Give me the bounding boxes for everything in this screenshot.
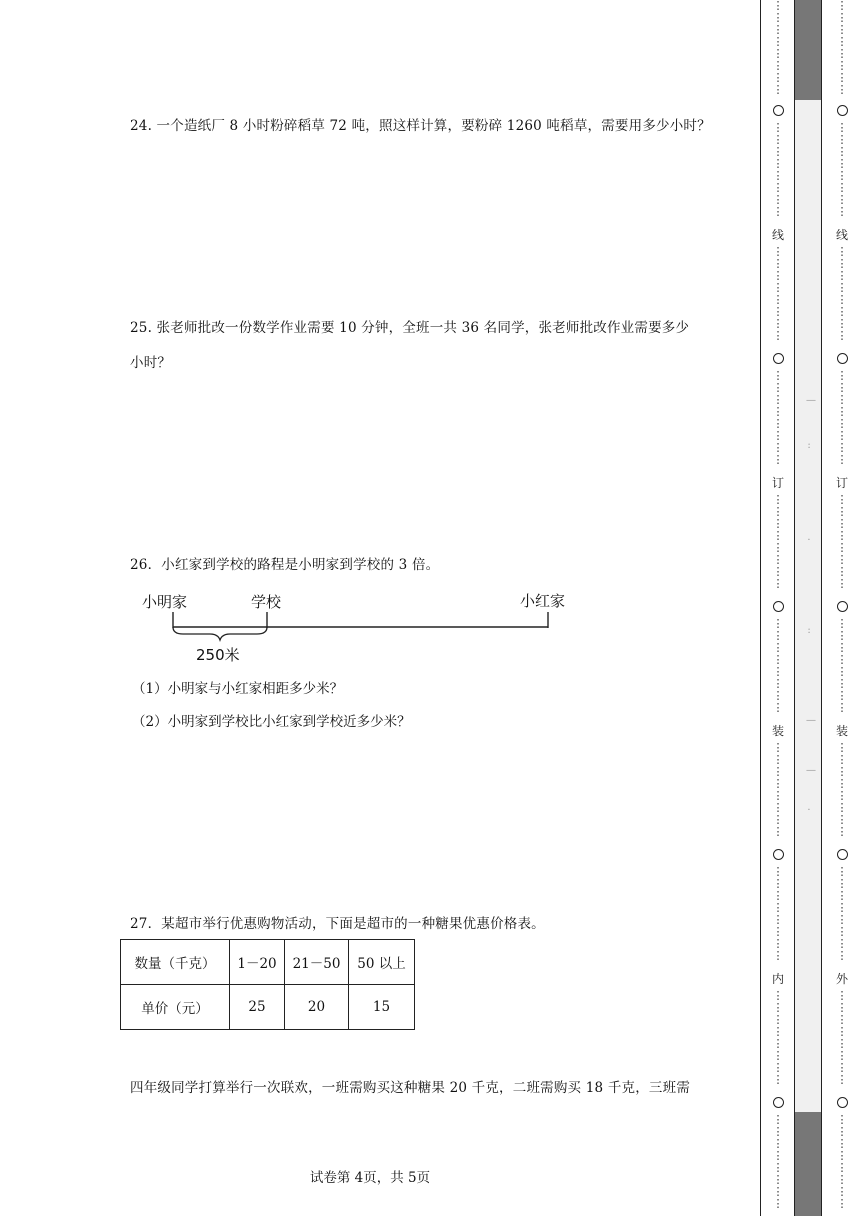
dot-glyph: ⋮	[772, 901, 784, 914]
dot-glyph: ⋮	[836, 665, 848, 678]
question-25-cont: 小时？	[130, 355, 172, 371]
dot-glyph: ⋮	[772, 1025, 784, 1038]
dot-glyph: ⋮	[836, 157, 848, 170]
dot-segment	[771, 494, 785, 594]
inner-mark-line: 线	[771, 228, 784, 242]
dot-glyph: ⋮	[836, 1173, 848, 1186]
dot-glyph: ⋮	[836, 913, 848, 926]
dot-segment	[771, 1114, 785, 1214]
dot-glyph: ⋮	[836, 1061, 848, 1074]
dot-glyph: ⋮	[772, 801, 784, 814]
dot-glyph: ⋮	[836, 901, 848, 914]
dot-glyph: ⋮	[836, 381, 848, 394]
dot-glyph: ⋮	[836, 0, 848, 12]
faint-mark: :	[807, 440, 811, 451]
dot-glyph: ⋮	[772, 429, 784, 442]
dot-glyph: ⋮	[772, 121, 784, 134]
dot-glyph: ⋮	[772, 1161, 784, 1174]
outer-mark-zhuang: 装	[835, 724, 848, 738]
dot-glyph: ⋮	[836, 689, 848, 702]
dot-glyph: ⋮	[836, 493, 848, 506]
dot-glyph: ⋮	[836, 1113, 848, 1126]
dot-glyph: ⋮	[772, 305, 784, 318]
gray-band-top	[795, 0, 821, 100]
dot-glyph: ⋮	[836, 813, 848, 826]
dot-glyph: ⋮	[772, 517, 784, 530]
dot-glyph: ⋮	[772, 1125, 784, 1138]
dot-glyph: ⋮	[772, 777, 784, 790]
dot-glyph: ⋮	[772, 677, 784, 690]
gray-band-bottom	[795, 1112, 821, 1216]
dot-glyph: ⋮	[772, 1173, 784, 1186]
table-cell: 50 以上	[349, 940, 415, 985]
dot-glyph: ⋮	[772, 35, 784, 48]
inner-mark-ding: 订	[771, 476, 784, 490]
dot-segment	[835, 0, 849, 96]
dot-glyph: ⋮	[772, 937, 784, 950]
binding-rule-left	[760, 0, 761, 1216]
dot-glyph: ⋮	[772, 381, 784, 394]
dot-glyph: ⋮	[836, 553, 848, 566]
question-26: 26．小红家到学校的路程是小明家到学校的 3 倍。	[130, 557, 440, 573]
faint-mark: ·	[807, 535, 811, 546]
dot-glyph: ⋮	[836, 269, 848, 282]
dot-segment	[835, 1114, 849, 1214]
inner-dotted-column	[771, 0, 785, 1216]
dot-glyph: ⋮	[836, 369, 848, 382]
dot-glyph: ⋮	[836, 889, 848, 902]
dot-glyph: ⋮	[772, 47, 784, 60]
dot-glyph: ⋮	[836, 453, 848, 466]
dot-glyph: ⋮	[836, 1125, 848, 1138]
circle-mark	[837, 105, 848, 116]
faint-mark: —	[806, 395, 816, 406]
table-cell: 1－20	[230, 940, 285, 985]
faint-mark: —	[806, 765, 816, 776]
dot-glyph: ⋮	[772, 1113, 784, 1126]
label-distance-250m: 250米	[196, 646, 240, 664]
dot-glyph: ⋮	[772, 665, 784, 678]
dot-glyph: ⋮	[836, 541, 848, 554]
dot-segment	[771, 0, 785, 96]
dot-glyph: ⋮	[772, 529, 784, 542]
dot-glyph: ⋮	[772, 553, 784, 566]
dot-glyph: ⋮	[772, 493, 784, 506]
outer-mark-ding: 订	[835, 476, 848, 490]
dot-segment	[771, 618, 785, 718]
dot-segment	[771, 370, 785, 470]
faint-mark: ·	[807, 805, 811, 816]
dot-glyph: ⋮	[836, 629, 848, 642]
dot-segment	[835, 246, 849, 346]
binding-rule-right	[821, 0, 822, 1216]
dot-glyph: ⋮	[772, 1185, 784, 1198]
dot-glyph: ⋮	[772, 1001, 784, 1014]
circle-mark	[837, 1097, 848, 1108]
dot-glyph: ⋮	[772, 541, 784, 554]
table-cell: 21－50	[285, 940, 349, 985]
outer-mark-line: 线	[835, 228, 848, 242]
dot-glyph: ⋮	[836, 741, 848, 754]
dot-glyph: ⋮	[836, 1049, 848, 1062]
question-26-sub2: （2）小明家到学校比小红家到学校近多少米？	[132, 714, 411, 730]
dot-glyph: ⋮	[772, 689, 784, 702]
dot-glyph: ⋮	[836, 765, 848, 778]
dot-glyph: ⋮	[772, 1061, 784, 1074]
dot-glyph: ⋮	[836, 865, 848, 878]
dot-glyph: ⋮	[836, 505, 848, 518]
dot-glyph: ⋮	[836, 133, 848, 146]
dot-glyph: ⋮	[836, 35, 848, 48]
label-xiaohong-home: 小红家	[520, 592, 566, 610]
dot-glyph: ⋮	[772, 825, 784, 838]
outer-mark-wai: 外	[835, 972, 848, 986]
dot-glyph: ⋮	[772, 865, 784, 878]
dot-glyph: ⋮	[772, 877, 784, 890]
table-cell: 20	[285, 985, 349, 1030]
dot-glyph: ⋮	[772, 949, 784, 962]
dot-glyph: ⋮	[836, 1197, 848, 1210]
dot-glyph: ⋮	[772, 913, 784, 926]
dot-glyph: ⋮	[772, 1137, 784, 1150]
dot-glyph: ⋮	[772, 317, 784, 330]
question-27: 27．某超市举行优惠购物活动，下面是超市的一种糖果优惠价格表。	[130, 916, 545, 932]
dot-segment	[835, 370, 849, 470]
dot-segment	[835, 618, 849, 718]
circle-mark	[773, 1097, 784, 1108]
dot-glyph: ⋮	[772, 1073, 784, 1086]
dot-glyph: ⋮	[772, 71, 784, 84]
circle-mark	[773, 849, 784, 860]
dot-glyph: ⋮	[772, 741, 784, 754]
dot-glyph: ⋮	[772, 577, 784, 590]
dot-glyph: ⋮	[836, 11, 848, 24]
brace	[173, 627, 267, 640]
dot-glyph: ⋮	[772, 329, 784, 342]
dot-glyph: ⋮	[836, 701, 848, 714]
dot-glyph: ⋮	[836, 393, 848, 406]
dot-glyph: ⋮	[836, 417, 848, 430]
dot-glyph: ⋮	[836, 181, 848, 194]
dot-glyph: ⋮	[836, 529, 848, 542]
dot-glyph: ⋮	[836, 1149, 848, 1162]
dot-glyph: ⋮	[772, 565, 784, 578]
dot-glyph: ⋮	[836, 317, 848, 330]
dot-glyph: ⋮	[772, 257, 784, 270]
dot-glyph: ⋮	[772, 281, 784, 294]
dot-glyph: ⋮	[836, 405, 848, 418]
dot-glyph: ⋮	[772, 617, 784, 630]
page-footer: 试卷第 4页，共 5页	[309, 1170, 431, 1186]
dot-glyph: ⋮	[772, 1037, 784, 1050]
dot-glyph: ⋮	[772, 83, 784, 96]
dot-glyph: ⋮	[772, 629, 784, 642]
dot-glyph: ⋮	[772, 133, 784, 146]
circle-mark	[773, 353, 784, 364]
dot-segment	[835, 742, 849, 842]
dot-glyph: ⋮	[836, 145, 848, 158]
dot-glyph: ⋮	[836, 949, 848, 962]
dot-glyph: ⋮	[772, 1013, 784, 1026]
dot-glyph: ⋮	[772, 0, 784, 12]
dot-glyph: ⋮	[772, 653, 784, 666]
dot-glyph: ⋮	[836, 1013, 848, 1026]
dot-segment	[771, 990, 785, 1090]
dot-glyph: ⋮	[836, 989, 848, 1002]
dot-glyph: ⋮	[772, 1149, 784, 1162]
dot-glyph: ⋮	[772, 205, 784, 218]
circle-mark	[837, 849, 848, 860]
binding-center-band	[795, 100, 821, 1112]
dot-segment	[835, 990, 849, 1090]
dot-glyph: ⋮	[772, 181, 784, 194]
dot-glyph: ⋮	[836, 789, 848, 802]
dot-glyph: ⋮	[836, 429, 848, 442]
label-xiaoming-home: 小明家	[142, 593, 188, 611]
dot-glyph: ⋮	[836, 1001, 848, 1014]
dot-glyph: ⋮	[836, 1185, 848, 1198]
dot-glyph: ⋮	[836, 281, 848, 294]
dot-glyph: ⋮	[772, 753, 784, 766]
outer-dotted-column	[835, 0, 849, 1216]
table-cell: 数量（千克）	[121, 940, 230, 985]
question-24: 24. 一个造纸厂 8 小时粉碎稻草 72 吨，照这样计算，要粉碎 1260 吨稻草，需要用多少小时？	[130, 118, 711, 134]
dot-glyph: ⋮	[772, 269, 784, 282]
dot-glyph: ⋮	[836, 1025, 848, 1038]
table-cell: 25	[230, 985, 285, 1030]
circle-mark	[773, 601, 784, 612]
dot-glyph: ⋮	[836, 577, 848, 590]
dot-glyph: ⋮	[836, 1137, 848, 1150]
dot-glyph: ⋮	[772, 11, 784, 24]
dot-glyph: ⋮	[772, 1049, 784, 1062]
dot-glyph: ⋮	[836, 257, 848, 270]
dot-glyph: ⋮	[836, 517, 848, 530]
dot-glyph: ⋮	[772, 405, 784, 418]
dot-segment	[835, 494, 849, 594]
dot-glyph: ⋮	[772, 23, 784, 36]
dot-glyph: ⋮	[836, 565, 848, 578]
dot-glyph: ⋮	[836, 677, 848, 690]
dot-glyph: ⋮	[836, 83, 848, 96]
dot-glyph: ⋮	[836, 245, 848, 258]
dot-segment	[771, 246, 785, 346]
dot-glyph: ⋮	[772, 369, 784, 382]
dot-glyph: ⋮	[836, 121, 848, 134]
dot-glyph: ⋮	[772, 145, 784, 158]
question-27-cont: 四年级同学打算举行一次联欢，一班需购买这种糖果 20 千克，二班需购买 18 千克，三班需	[130, 1080, 691, 1096]
label-school: 学校	[251, 593, 282, 611]
dot-glyph: ⋮	[772, 59, 784, 72]
dot-glyph: ⋮	[836, 617, 848, 630]
dot-glyph: ⋮	[772, 293, 784, 306]
dot-glyph: ⋮	[772, 245, 784, 258]
dot-glyph: ⋮	[836, 193, 848, 206]
dot-glyph: ⋮	[772, 789, 784, 802]
dot-glyph: ⋮	[836, 169, 848, 182]
dot-glyph: ⋮	[836, 1073, 848, 1086]
dot-glyph: ⋮	[836, 47, 848, 60]
dot-glyph: ⋮	[772, 417, 784, 430]
dot-glyph: ⋮	[836, 1037, 848, 1050]
dot-segment	[771, 866, 785, 966]
dot-segment	[835, 866, 849, 966]
dot-glyph: ⋮	[772, 193, 784, 206]
dot-glyph: ⋮	[836, 23, 848, 36]
circle-mark	[837, 353, 848, 364]
dot-glyph: ⋮	[772, 393, 784, 406]
dot-glyph: ⋮	[836, 329, 848, 342]
price-table	[120, 939, 415, 1030]
dot-glyph: ⋮	[772, 813, 784, 826]
inner-mark-zhuang: 装	[771, 724, 784, 738]
dot-glyph: ⋮	[772, 169, 784, 182]
dot-glyph: ⋮	[836, 925, 848, 938]
table-cell: 15	[349, 985, 415, 1030]
dot-glyph: ⋮	[836, 825, 848, 838]
dot-glyph: ⋮	[836, 653, 848, 666]
dot-glyph: ⋮	[836, 293, 848, 306]
dot-glyph: ⋮	[772, 989, 784, 1002]
dot-glyph: ⋮	[836, 71, 848, 84]
dot-glyph: ⋮	[772, 925, 784, 938]
dot-glyph: ⋮	[836, 753, 848, 766]
dot-glyph: ⋮	[772, 889, 784, 902]
dot-glyph: ⋮	[772, 505, 784, 518]
dot-segment	[771, 122, 785, 222]
table-row	[121, 985, 415, 1030]
dot-glyph: ⋮	[772, 441, 784, 454]
dot-glyph: ⋮	[772, 453, 784, 466]
dot-glyph: ⋮	[836, 441, 848, 454]
table-row	[121, 940, 415, 985]
inner-mark-nei: 内	[771, 972, 784, 986]
circle-mark	[773, 105, 784, 116]
dot-glyph: ⋮	[836, 59, 848, 72]
dot-glyph: ⋮	[836, 801, 848, 814]
dot-glyph: ⋮	[772, 157, 784, 170]
dot-glyph: ⋮	[772, 641, 784, 654]
table-cell: 单价（元）	[121, 985, 230, 1030]
faint-mark: :	[807, 625, 811, 636]
dot-glyph: ⋮	[772, 1197, 784, 1210]
dot-glyph: ⋮	[772, 765, 784, 778]
dot-glyph: ⋮	[836, 305, 848, 318]
dot-glyph: ⋮	[836, 641, 848, 654]
question-26-sub1: （1）小明家与小红家相距多少米？	[132, 681, 344, 697]
dot-segment	[771, 742, 785, 842]
faint-mark: —	[806, 715, 816, 726]
dot-glyph: ⋮	[836, 937, 848, 950]
dot-glyph: ⋮	[836, 205, 848, 218]
dot-segment	[835, 122, 849, 222]
dot-glyph: ⋮	[836, 877, 848, 890]
dot-glyph: ⋮	[836, 777, 848, 790]
question-25: 25. 张老师批改一份数学作业需要 10 分钟，全班一共 36 名同学，张老师批改作业需要多少	[130, 320, 690, 336]
dot-glyph: ⋮	[836, 1161, 848, 1174]
dot-glyph: ⋮	[772, 701, 784, 714]
circle-mark	[837, 601, 848, 612]
